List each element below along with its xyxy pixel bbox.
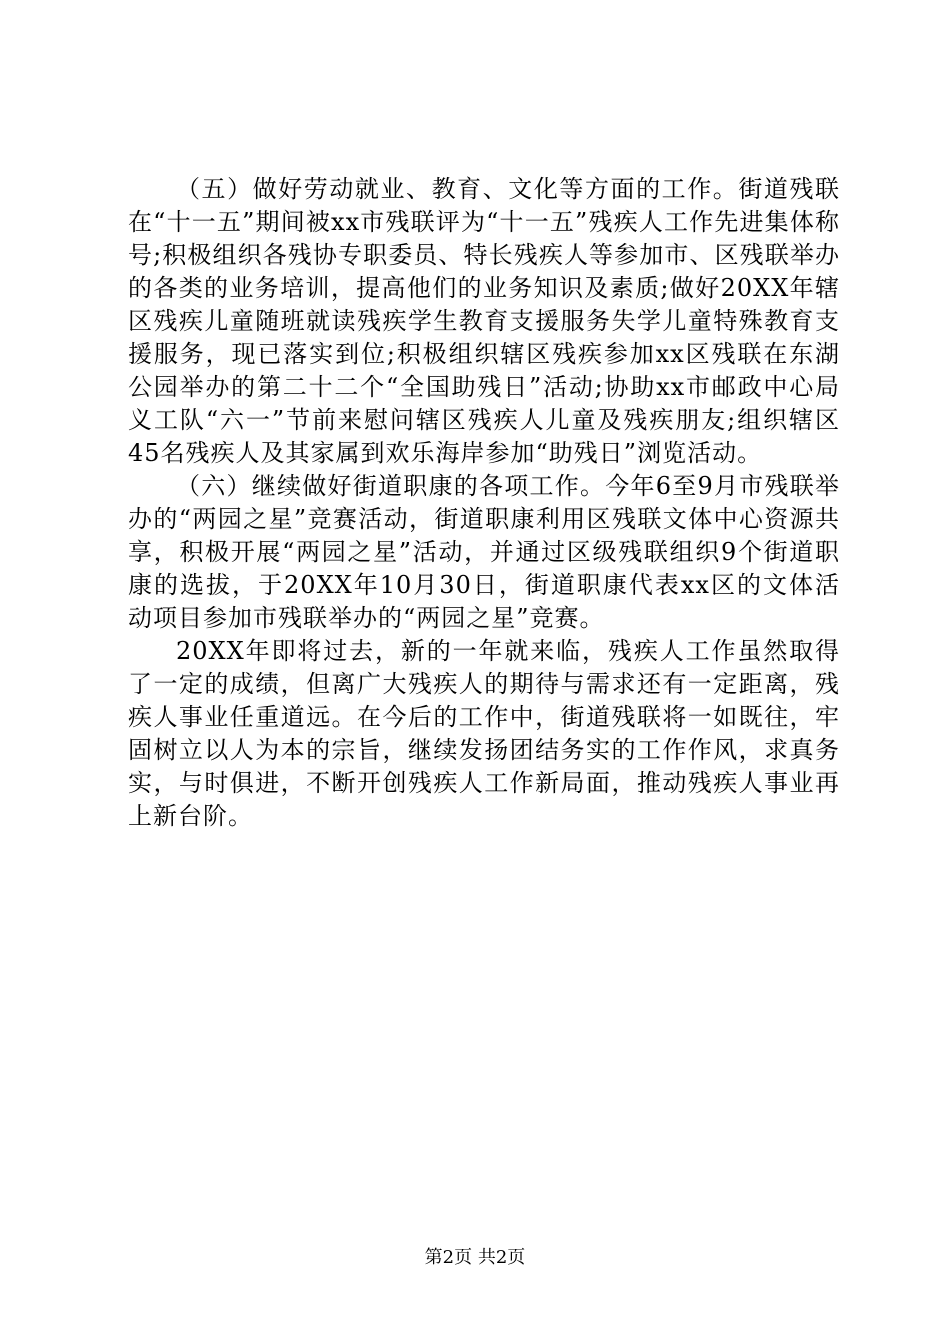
paragraph-closing: 20XX年即将过去，新的一年就来临，残疾人工作虽然取得了一定的成绩，但离广大残疾人的期待与需求还有一定距离，残疾人事业任重道远。在今后的工作中，街道残联将一如既往，牢固树立以人为本的宗旨，继续发扬团结务实的工作作风，求真务实，与时俱进，不断开创残疾人工作新局面，推动残疾人事业再上新台阶。 [128,637,840,830]
document-body [128,173,840,833]
page-number-footer: 第2页 共2页 [424,1247,526,1268]
paragraph-5: （五）做好劳动就业、教育、文化等方面的工作。街道残联在“十一五”期间被xx市残联评为“十一五”残疾人工作先进集体称号;积极组织各残协专职委员、特长残疾人等参加市、区残联举办的各类的业务培训，提高他们的业务知识及素质;做好20XX年辖区残疾儿童随班就读残疾学生教育支援服务失学儿童特殊教育支援服务，现已落实到位;积极组织辖区残疾参加xx区残联在东湖公园举办的第二十二个“全国助残日”活动;协助xx市邮政中心局义工队“六一”节前来慰问辖区残疾人儿童及残疾朋友;组织辖区45名残疾人及其家属到欢乐海岸参加“助残日”浏览活动。 [128,175,840,467]
paragraph-6: （六）继续做好街道职康的各项工作。今年6至9月市残联举办的“两园之星”竞赛活动，街道职康利用区残联文体中心资源共享，积极开展“两园之星”活动，并通过区级残联组织9个街道职康的选拔，于20XX年10月30日，街道职康代表xx区的文体活动项目参加市残联举办的“两园之星”竞赛。 [128,472,840,632]
